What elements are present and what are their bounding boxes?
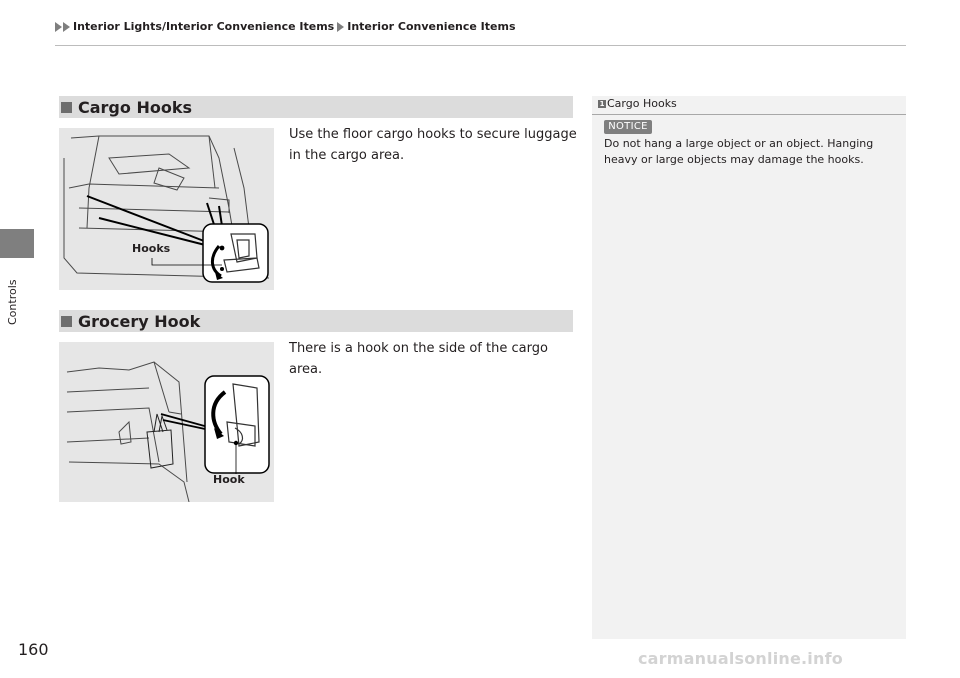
section-title: Grocery Hook bbox=[78, 311, 201, 331]
chapter-tab-label: Controls bbox=[6, 279, 19, 325]
cargo-hooks-description: Use the floor cargo hooks to secure luggage in the cargo area. bbox=[289, 127, 577, 163]
grocery-hook-description: There is a hook on the side of the cargo area. bbox=[289, 341, 548, 377]
notice-badge: NOTICE bbox=[604, 120, 652, 134]
note-title bbox=[598, 97, 677, 110]
section-title: Cargo Hooks bbox=[78, 97, 192, 117]
header-divider bbox=[55, 45, 906, 46]
grocery-hook-illustration bbox=[59, 342, 274, 502]
note-divider bbox=[592, 114, 906, 115]
notes-panel bbox=[592, 96, 906, 639]
section-header-cargo-hooks bbox=[59, 96, 573, 118]
section-header-grocery-hook bbox=[59, 310, 573, 332]
notice-text: Do not hang a large object or an object. Hanging heavy or large objects may damage the hooks. bbox=[604, 137, 874, 166]
breadcrumb bbox=[55, 20, 519, 33]
cargo-hooks-drawing bbox=[59, 128, 274, 290]
breadcrumb-item[interactable]: Interior Lights/Interior Convenience Items bbox=[73, 20, 335, 33]
watermark: carmanualsonline.info bbox=[638, 649, 843, 668]
note-reference-icon: 1 bbox=[599, 99, 605, 108]
breadcrumb-item[interactable]: Interior Convenience Items bbox=[347, 20, 516, 33]
breadcrumb-arrow-icon bbox=[63, 22, 70, 32]
note-title-text: Cargo Hooks bbox=[607, 97, 677, 110]
section-square-icon bbox=[61, 316, 72, 327]
hook-callout-label: Hook bbox=[213, 473, 245, 486]
breadcrumb-arrow-icon bbox=[337, 22, 344, 32]
page-number: 160 bbox=[18, 640, 49, 659]
section-square-icon bbox=[61, 102, 72, 113]
chapter-tab-marker bbox=[0, 229, 34, 258]
cargo-hooks-illustration bbox=[59, 128, 274, 290]
hooks-callout-label: Hooks bbox=[132, 242, 171, 255]
breadcrumb-arrow-icon bbox=[55, 22, 62, 32]
